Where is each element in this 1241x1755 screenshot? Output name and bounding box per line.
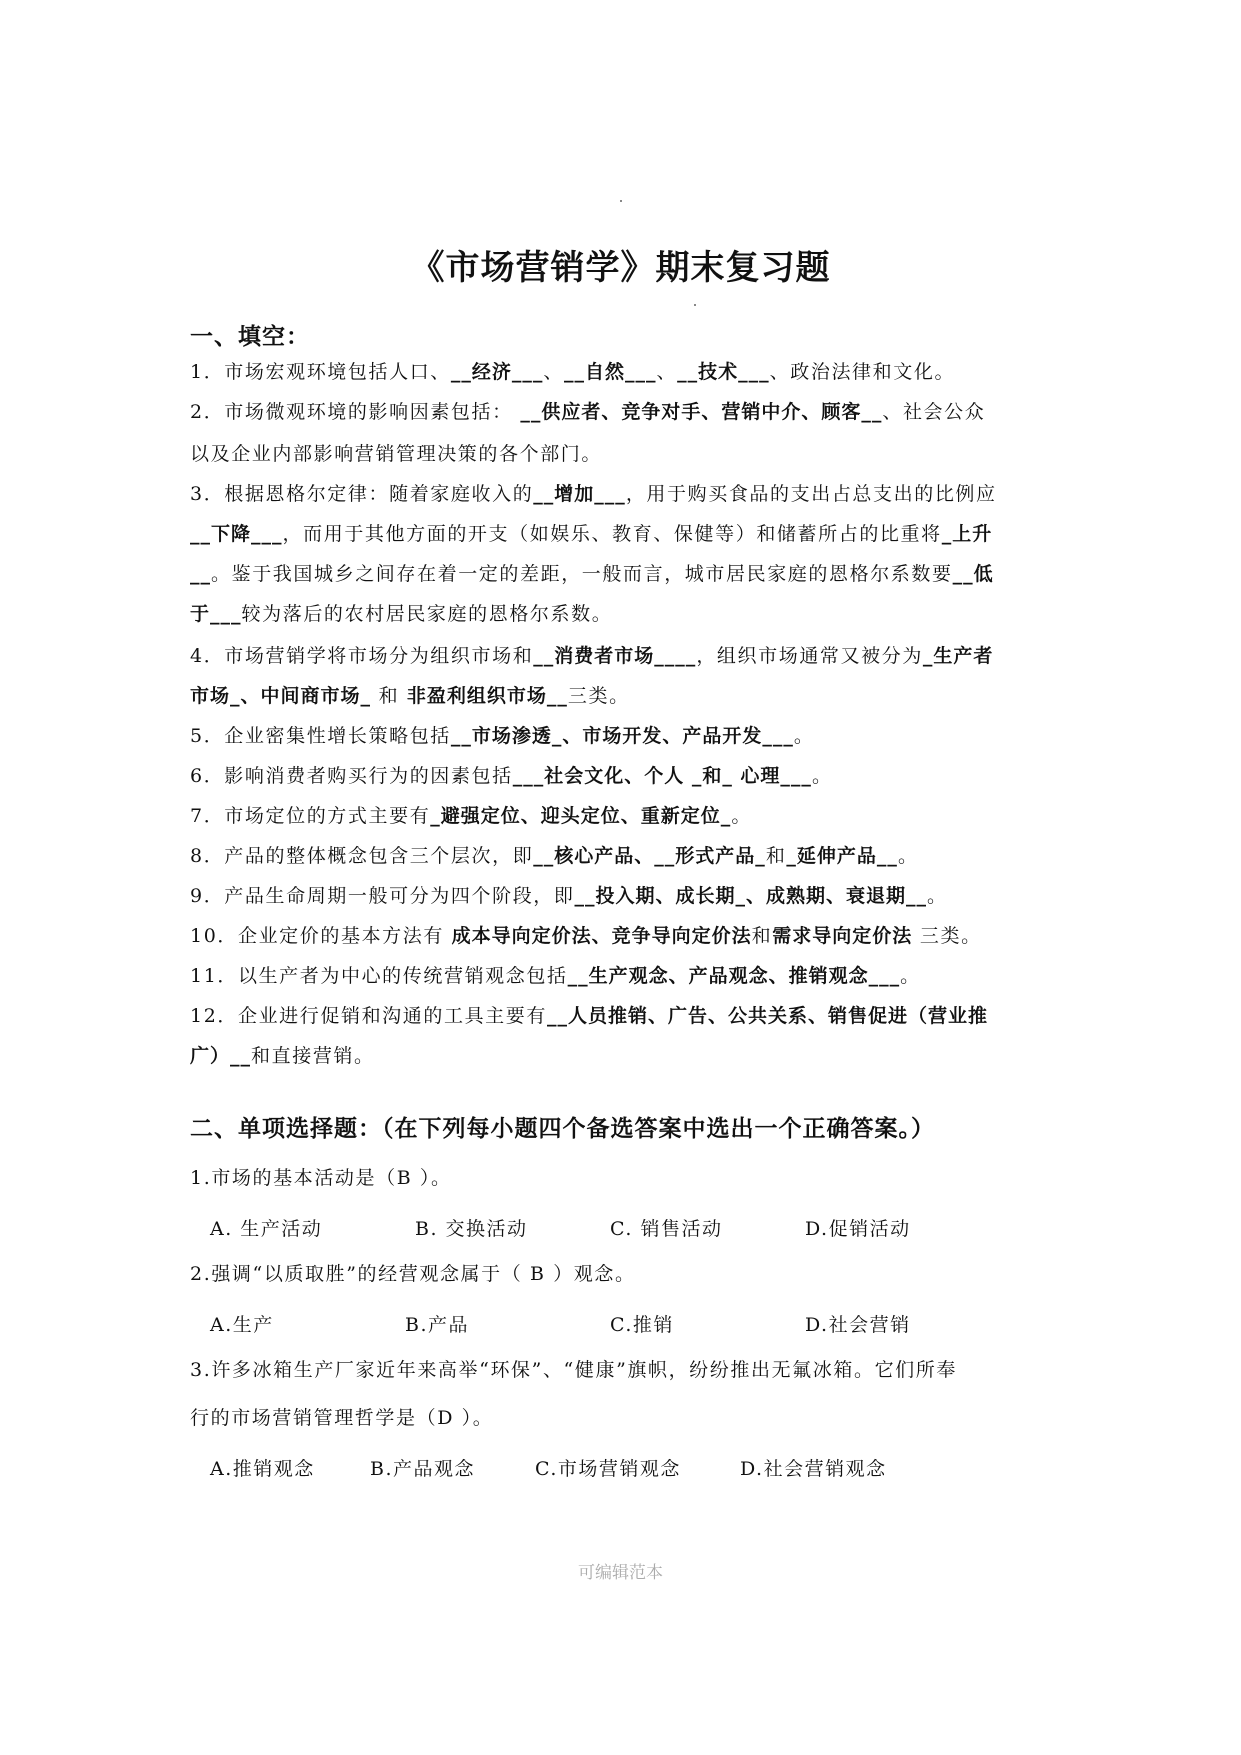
option-a: A.生产	[210, 1314, 274, 1336]
answer-text: __人员推销、广告、公共关系、销售促进（营业推	[546, 1005, 988, 1027]
question-text: 以及企业内部影响营销管理决策的各个部门。	[190, 443, 603, 465]
fill-blank-line	[190, 962, 1050, 990]
fill-blank-line	[190, 358, 1050, 386]
question-text: 6．影响消费者购买行为的因素包括	[190, 765, 513, 787]
question-text: 12．企业进行促销和沟通的工具主要有	[190, 1005, 547, 1027]
answer-text: _生产者	[922, 645, 994, 667]
question-text: ，用于购买食品的支出占总支出的比例应	[625, 483, 997, 505]
answer-text: __核心产品、__形式产品_	[533, 845, 766, 867]
question-text: 、社会公众	[882, 401, 986, 423]
question-text: 。	[900, 965, 921, 987]
answer-text: 需求导向定价法	[772, 925, 913, 947]
fill-blank-line	[190, 600, 1050, 628]
fill-blank-line	[190, 1042, 1050, 1070]
answer-text: __投入期、成长期_、成熟期、衰退期__	[574, 885, 928, 907]
question-text: 较为落后的农村居民家庭的恩格尔系数。	[241, 603, 613, 625]
question-text: 2．市场微观环境的影响因素包括：	[190, 401, 521, 423]
question-text: 10．企业定价的基本方法有	[190, 925, 452, 947]
answer-text: __自然___	[564, 361, 657, 383]
question-text: 7．市场定位的方式主要有	[190, 805, 431, 827]
answer-text: 非盈利组织市场__	[406, 685, 568, 707]
question-text: ，组织市场通常又被分为	[696, 645, 923, 667]
option-a: A. 生产活动	[210, 1218, 323, 1240]
answer-text: _避强定位、迎头定位、重新定位_	[430, 805, 732, 827]
answer-text: __低	[952, 563, 994, 585]
question-text: 和直接营销。	[251, 1045, 375, 1067]
question-text: 9．产品生命周期一般可分为四个阶段，即	[190, 885, 575, 907]
answer-text: _延伸产品__	[786, 845, 898, 867]
fill-blank-line	[190, 682, 1050, 710]
option-d: D.促销活动	[805, 1218, 911, 1240]
option-b: B.产品观念	[370, 1458, 476, 1480]
answer-text: __技术___	[677, 361, 770, 383]
question-text: ，而用于其他方面的开支（如娱乐、教育、保健等）和储蓄所占的比重将	[282, 523, 942, 545]
fill-blank-line	[190, 882, 1050, 910]
fill-blank-line	[190, 520, 1050, 548]
scan-dot	[620, 200, 622, 202]
fill-blank-line	[190, 922, 1050, 950]
fill-blank-line	[190, 480, 1050, 508]
answer-text: 市场_、中间商市场_	[190, 685, 372, 707]
fill-blank-line	[190, 560, 1050, 588]
question-2: 2.强调“以质取胜”的经营观念属于（ B ）观念。	[190, 1263, 636, 1285]
question-text: 4．市场营销学将市场分为组织市场和	[190, 645, 534, 667]
question-text: 和	[765, 845, 787, 867]
question-1: 1.市场的基本活动是（B ）。	[190, 1167, 452, 1189]
fill-blank-line	[190, 802, 1050, 830]
answer-text: __	[190, 563, 211, 585]
question-text: 。	[811, 765, 833, 787]
answer-text: __市场渗透_、市场开发、产品开发___	[450, 725, 794, 747]
question-text: 1．市场宏观环境包括人口、	[190, 361, 451, 383]
question-text: 3．根据恩格尔定律：随着家庭收入的	[190, 483, 534, 505]
question-text: 三类。	[912, 925, 982, 947]
question-3-line-2: 行的市场营销管理哲学是（D ）。	[190, 1407, 494, 1429]
question-text: 。鉴于我国城乡之间存在着一定的差距，一般而言，城市居民家庭的恩格尔系数要	[211, 563, 953, 585]
question-text: 5．企业密集性增长策略包括	[190, 725, 451, 747]
answer-text: _上升	[941, 523, 993, 545]
answer-text: 广）__	[190, 1045, 252, 1067]
option-d: D.社会营销	[805, 1314, 911, 1336]
answer-text: __增加___	[533, 483, 626, 505]
question-text: 8．产品的整体概念包含三个层次，即	[190, 845, 534, 867]
option-a: A.推销观念	[210, 1458, 315, 1480]
page-footer: 可编辑范本	[578, 1563, 663, 1583]
answer-text: 于___	[190, 603, 242, 625]
option-b: B. 交换活动	[415, 1218, 528, 1240]
answer-text: __消费者市场____	[533, 645, 697, 667]
answer-text: __下降___	[190, 523, 283, 545]
answer-text: __经济___	[450, 361, 544, 383]
answer-text: __生产观念、产品观念、推销观念___	[567, 965, 901, 987]
option-d: D.社会营销观念	[740, 1458, 887, 1480]
question-text: 、	[656, 361, 678, 383]
scan-dot	[694, 304, 696, 306]
question-text: 三类。	[567, 685, 630, 707]
fill-blank-line	[190, 762, 1050, 790]
page-title: 《市场营销学》期末复习题	[410, 248, 831, 288]
option-b: B.产品	[405, 1314, 470, 1336]
question-text: 。	[793, 725, 815, 747]
answer-text: __供应者、竞争对手、营销中介、顾客__	[520, 401, 883, 423]
question-text: 。	[731, 805, 752, 827]
fill-blank-line	[190, 398, 1050, 426]
question-text: 和	[371, 685, 407, 707]
option-c: C.推销	[610, 1314, 674, 1336]
question-3-line-1: 3.许多冰箱生产厂家近年来高举“环保”、“健康”旗帜，纷纷推出无氟冰箱。它们所奉	[190, 1359, 957, 1381]
option-c: C.市场营销观念	[535, 1458, 681, 1480]
question-text: 。	[927, 885, 948, 907]
answer-text: 成本导向定价法、竞争导向定价法	[451, 925, 752, 947]
section-heading-single-choice: 二、单项选择题：（在下列每小题四个备选答案中选出一个正确答案。）	[190, 1116, 935, 1142]
section-heading-fill-blank: 一、填空：	[190, 324, 310, 350]
question-text: 、政治法律和文化。	[769, 361, 956, 383]
fill-blank-line	[190, 642, 1050, 670]
question-text: 和	[751, 925, 773, 947]
fill-blank-line	[190, 1002, 1050, 1030]
fill-blank-line	[190, 440, 1050, 468]
option-c: C. 销售活动	[610, 1218, 723, 1240]
question-text: 。	[897, 845, 919, 867]
fill-blank-line	[190, 842, 1050, 870]
fill-blank-line	[190, 722, 1050, 750]
question-text: 、	[543, 361, 565, 383]
question-text: 11．以生产者为中心的传统营销观念包括	[190, 965, 568, 987]
answer-text: ___社会文化、个人 _和_ 心理___	[512, 765, 812, 787]
